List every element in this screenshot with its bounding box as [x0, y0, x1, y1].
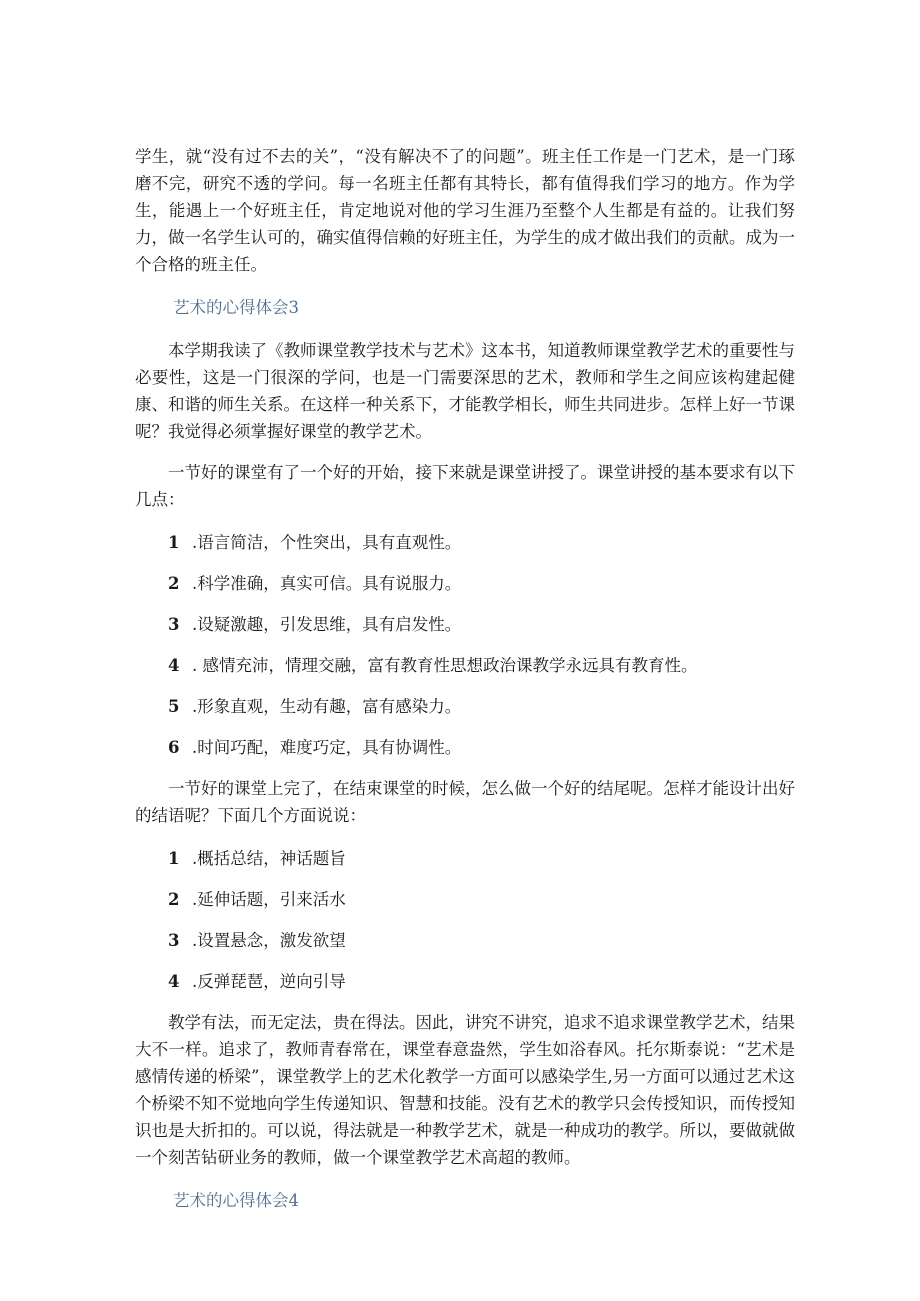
list-item: [135, 845, 795, 872]
list-item-text: .设置悬念，激发欲望: [192, 931, 346, 950]
list-item-text: .概括总结，神话题旨: [192, 849, 346, 868]
list-item-text: .形象直观，生动有趣，富有感染力。: [192, 697, 462, 716]
list-item-number: 4: [168, 656, 180, 675]
list-item-number: 2: [168, 574, 180, 593]
list-item-number: 3: [168, 615, 180, 634]
list-item: [135, 529, 795, 556]
list-item-text: .语言简洁，个性突出，具有直观性。: [192, 533, 462, 552]
list-item-number: 2: [168, 890, 180, 909]
paragraph-intro: 本学期我读了《教师课堂教学技术与艺术》这本书，知道教师课堂教学艺术的重要性与必要性，这是一门很深的学问，也是一门需要深思的艺术，教师和学生之间应该构建起健康、和谐的师生关系。在这样一种关系下，才能教学相长，师生共同进步。怎样上好一节课呢？我觉得必须掌握好课堂的教学艺术。: [135, 341, 795, 441]
list-item-text: .设疑激趣，引发思维，具有启发性。: [192, 615, 462, 634]
list-item-number: 1: [168, 533, 180, 552]
paragraph-ending: 一节好的课堂上完了，在结束课堂的时候，怎么做一个好的结尾呢。怎样才能设计出好的结语呢？下面几个方面说说：: [135, 779, 795, 825]
paragraph-conclusion: 教学有法，而无定法，贵在得法。因此，讲究不讲究，追求不追求课堂教学艺术，结果大不一样。追求了，教师青春常在，课堂春意盎然，学生如浴春风。托尔斯泰说：“艺术是感情传递的桥梁”，课堂教学上的艺术化教学一方面可以感染学生,另一方面可以通过艺术这个桥梁不知不觉地向学生传递知识、智慧和技能。没有艺术的教学只会传授知识，而传授知识也是大折扣的。可以说，得法就是一种教学艺术，就是一种成功的教学。所以，要做就做一个刻苦钻研业务的教师，做一个课堂教学艺术高超的教师。: [135, 1013, 795, 1167]
list-item: [135, 693, 795, 720]
list-item-text: .反弹琵琶，逆向引导: [192, 972, 346, 991]
list-item: [135, 886, 795, 913]
section2-tail-paragraph: 学生，就“没有过不去的关”，“没有解决不了的问题”。班主任工作是一门艺术，是一门琢磨不完，研究不透的学问。每一名班主任都有其特长，都有值得我们学习的地方。作为学生，能遇上一个好班主任，肯定地说对他的学习生涯乃至整个人生都是有益的。让我们努力，做一名学生认可的，确实值得信赖的好班主任，为学生的成才做出我们的贡献。成为一个合格的班主任。: [135, 147, 795, 274]
list-item-number: 5: [168, 697, 180, 716]
paragraph-lecture: 一节好的课堂有了一个好的开始，接下来就是课堂讲授了。课堂讲授的基本要求有以下几点：: [135, 463, 795, 509]
document-page: [135, 143, 795, 1214]
list-item: [135, 927, 795, 954]
list-item-text: .时间巧配，难度巧定，具有协调性。: [192, 738, 462, 757]
list-item-number: 1: [168, 849, 180, 868]
list-item-text: .科学准确，真实可信。具有说服力。: [192, 574, 462, 593]
list-item-number: 4: [168, 972, 180, 991]
list-item: [135, 652, 795, 679]
list-item: [135, 968, 795, 995]
list-item: [135, 611, 795, 638]
list-item-number: 3: [168, 931, 180, 950]
list-item-number: 6: [168, 738, 180, 757]
list-item: [135, 570, 795, 597]
list-item-text: . 感情充沛，情理交融，富有教育性思想政治课教学永远具有教育性。: [192, 656, 698, 675]
list-item-text: .延伸话题，引来活水: [192, 890, 346, 909]
list-item: [135, 734, 795, 761]
section-heading-3: 艺术的心得体会3: [173, 298, 299, 317]
section-heading-4: 艺术的心得体会4: [173, 1191, 299, 1210]
